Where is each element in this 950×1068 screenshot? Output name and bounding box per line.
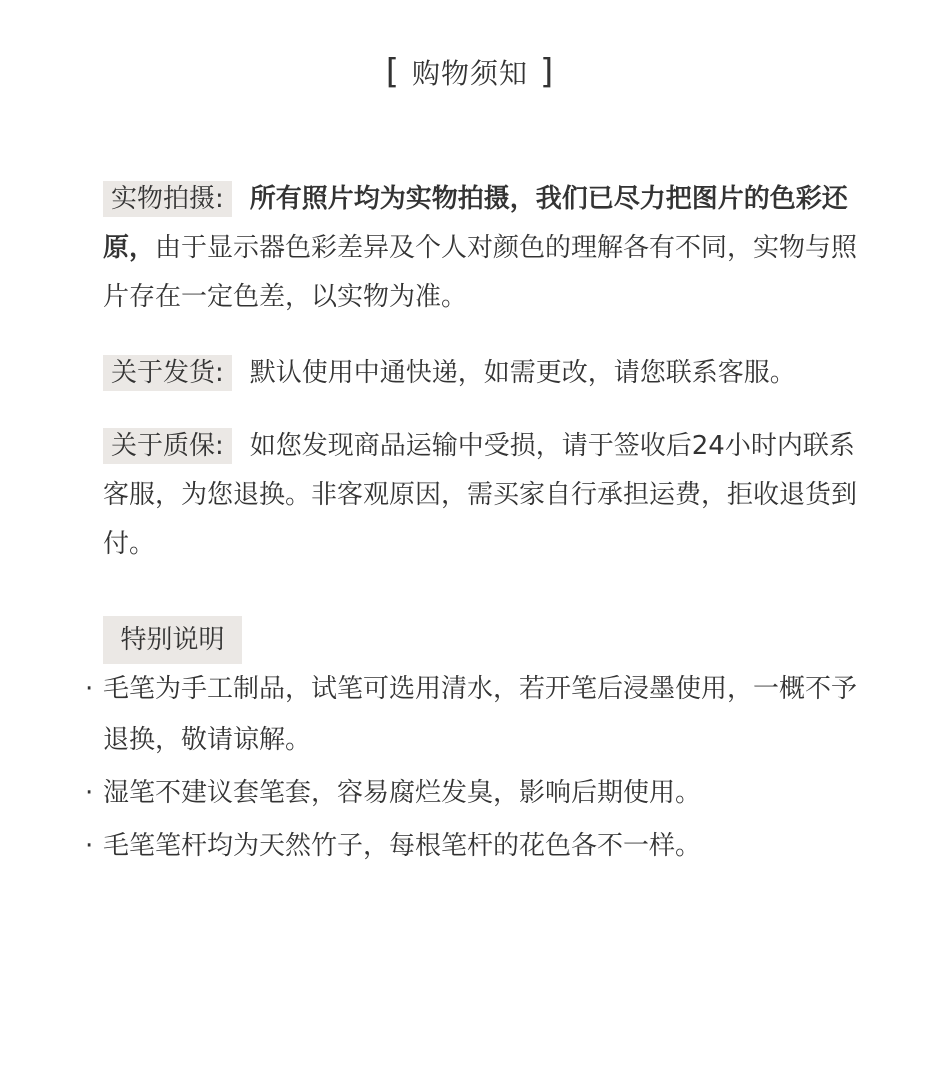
title-bracket-right: ] <box>540 52 555 92</box>
bullet-dot: · <box>85 674 94 704</box>
bullet-dot: · <box>85 778 94 808</box>
list-item <box>85 664 865 766</box>
section-photo <box>103 175 863 322</box>
list-item-text: 毛笔为手工制品，试笔可选用清水，若开笔后浸墨使用，一概不予退换，敬请谅解。 <box>103 674 858 755</box>
bullet-dot: · <box>85 831 94 861</box>
shipping-label: 关于发货: <box>103 355 232 391</box>
page-title <box>0 52 940 94</box>
title-bracket-left: [ <box>385 52 400 92</box>
shipping-text: 默认使用中通快递，如需更改，请您联系客服。 <box>249 358 796 388</box>
list-item <box>85 821 865 872</box>
special-list <box>85 664 865 874</box>
quality-text: 如您发现商品运输中受损，请于签收后24小时内联系客服，为您退换。非客观原因，需买家自行承担运费，拒收退货到付。 <box>103 431 858 559</box>
list-item <box>85 768 865 819</box>
photo-bold-text: 所有照片均为实物拍摄，我们已尽力把图片的色彩还原， <box>103 184 848 263</box>
quality-label: 关于质保: <box>103 428 232 464</box>
section-shipping <box>103 349 863 398</box>
section-quality <box>103 422 863 569</box>
photo-label: 实物拍摄: <box>103 181 232 217</box>
title-text: 购物须知 <box>411 57 528 90</box>
list-item-text: 湿笔不建议套笔套，容易腐烂发臭，影响后期使用。 <box>103 778 702 808</box>
list-item-text: 毛笔笔杆均为天然竹子，每根笔杆的花色各不一样。 <box>103 831 702 861</box>
special-label: 特别说明 <box>103 616 242 664</box>
photo-text: 由于显示器色彩差异及个人对颜色的理解各有不同，实物与照片存在一定色差，以实物为准。 <box>103 233 858 312</box>
